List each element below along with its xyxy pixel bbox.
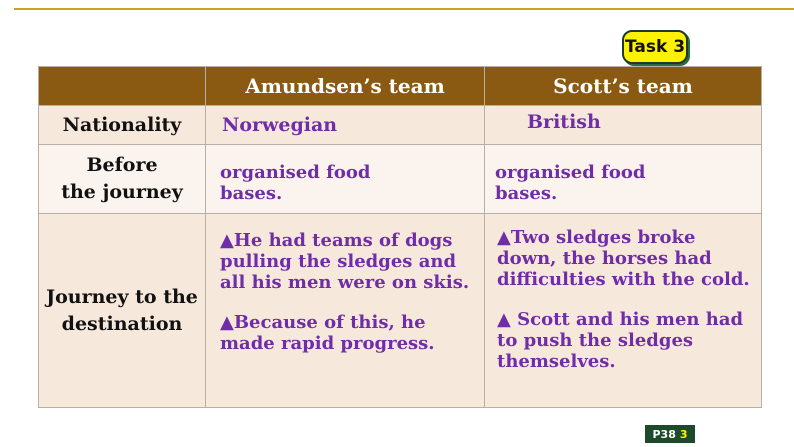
label-line: the journey [61, 181, 183, 203]
row-label-journey-destination [39, 214, 206, 408]
label-line: Journey to the [46, 285, 198, 308]
text-line: down, the horses had [497, 248, 712, 269]
header-amundsen-team: Amundsen’s team [206, 67, 485, 106]
header-scott-team: Scott’s team [485, 67, 762, 106]
text-line: difficulties with the cold. [497, 269, 750, 290]
text-line: to push the sledges [497, 330, 694, 351]
page-label: P38 [652, 427, 676, 441]
text-line: made rapid progress. [220, 333, 435, 354]
cell-amundsen-journey [206, 214, 485, 408]
text-line: ▲He had teams of dogs [220, 230, 453, 251]
slide-number: 3 [679, 427, 688, 441]
table-row-before-journey [39, 145, 762, 214]
header-empty-cell [39, 67, 206, 106]
cell-scott-nationality [485, 106, 762, 145]
task-badge [622, 30, 688, 64]
text-line: ▲Because of this, he [220, 312, 426, 333]
task-badge-label: Task 3 [624, 37, 686, 57]
text-line: all his men were on skis. [220, 272, 470, 293]
label-line: Before [86, 154, 158, 177]
comparison-table [38, 66, 762, 408]
amundsen-nationality-text: Norwegian [222, 114, 338, 136]
text-line: bases. [495, 183, 558, 204]
row-label-before-journey [39, 145, 206, 214]
cell-scott-before-journey [485, 145, 762, 214]
row-label-nationality: Nationality [39, 106, 206, 145]
top-divider-line [14, 8, 794, 10]
table-row-journey-destination [39, 214, 762, 408]
cell-scott-journey [485, 214, 762, 408]
scott-nationality-text: British [527, 111, 601, 133]
label-line: destination [61, 312, 183, 335]
cell-amundsen-before-journey [206, 145, 485, 214]
cell-amundsen-nationality [206, 106, 485, 145]
page-reference-badge [645, 425, 695, 443]
text-line: bases. [220, 183, 283, 204]
text-line: organised food [495, 162, 646, 183]
text-line: themselves. [497, 351, 616, 372]
text-line: ▲Two sledges broke [497, 227, 696, 248]
table-row-nationality [39, 106, 762, 145]
table-header-row [39, 67, 762, 106]
text-line: pulling the sledges and [220, 251, 457, 272]
text-line: ▲ Scott and his men had [497, 309, 744, 330]
text-line: organised food [220, 162, 371, 183]
